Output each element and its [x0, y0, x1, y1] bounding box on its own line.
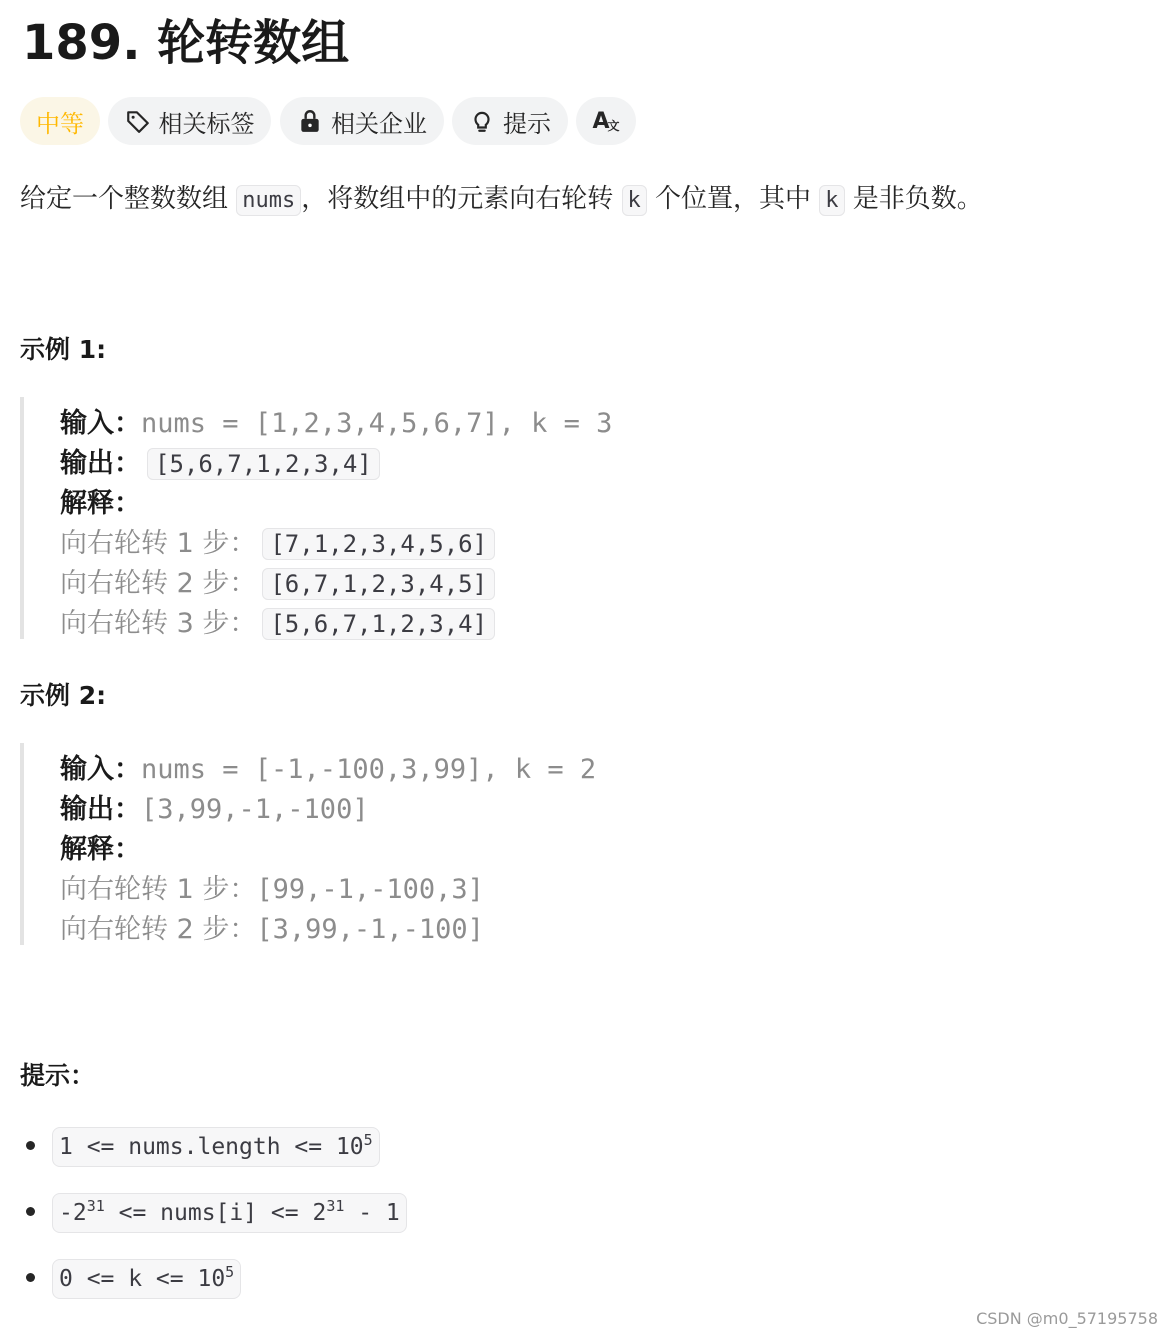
inline-code-k: k — [622, 185, 647, 216]
difficulty-badge — [20, 97, 100, 145]
example-1-heading: 示例 1: — [20, 335, 107, 364]
example-1-block — [20, 397, 613, 639]
difficulty-label: 中等 — [36, 109, 84, 138]
translate-button[interactable] — [576, 97, 636, 145]
example-1-step: 向右轮转 3 步： [5,6,7,1,2,3,4] — [60, 601, 495, 640]
example-2-heading: 示例 2: — [20, 681, 107, 710]
bullet-dot — [26, 1141, 35, 1150]
inline-code-k: k — [819, 185, 844, 216]
constraint-1: 1 <= nums.length <= 10 $^5$ — [52, 1127, 380, 1167]
lock-icon — [297, 108, 323, 134]
related-companies-label: 相关企业 — [331, 109, 427, 138]
constraint-3: 0 <= k <= 10 $^5$ — [52, 1259, 241, 1299]
example-2-step: 向右轮转 1 步：[99,-1,-100,3] — [60, 874, 484, 905]
hints-label: 提示 — [503, 109, 551, 138]
constraints-heading: 提示： — [20, 1061, 96, 1090]
related-tags-button[interactable] — [108, 97, 271, 145]
bullet-dot — [26, 1273, 35, 1282]
watermark: CSDN @m0_57195758 — [976, 1309, 1158, 1328]
related-companies-button[interactable] — [280, 97, 444, 145]
tag-icon — [125, 108, 151, 134]
problem-description: 给定一个整数数组 nums ，将数组中的元素向右轮转 k 个位置，其中 k 是非负数。 — [20, 184, 983, 214]
hints-button[interactable] — [452, 97, 568, 145]
translate-icon: A 文 — [592, 108, 620, 134]
lightbulb-icon — [469, 108, 495, 134]
example-1-explain-label: 解释： — [60, 488, 141, 519]
example-2-step: 向右轮转 2 步：[3,99,-1,-100] — [60, 914, 484, 945]
example-2-output: 输出：[3,99,-1,-100] — [60, 794, 369, 825]
example-2-input: 输入：nums = [-1,-100,3,99], k = 2 — [60, 754, 597, 785]
inline-code-nums: nums — [236, 185, 301, 216]
example-1-input: 输入：nums = [1,2,3,4,5,6,7], k = 3 — [60, 408, 613, 439]
related-tags-label: 相关标签 — [158, 109, 255, 138]
example-2-explain-label: 解释： — [60, 834, 141, 865]
example-2-block — [20, 743, 597, 945]
bullet-dot — [26, 1207, 35, 1216]
example-1-step: 向右轮转 2 步： [6,7,1,2,3,4,5] — [60, 561, 495, 600]
problem-title: 189. 轮转数组 — [22, 15, 350, 71]
constraint-2: -2 $^{31}$ <= nums[i] <= 2 $^{31}$ - 1 — [52, 1193, 407, 1233]
example-1-step: 向右轮转 1 步： [7,1,2,3,4,5,6] — [60, 521, 495, 560]
example-1-output: 输出： [5,6,7,1,2,3,4] — [60, 441, 380, 480]
